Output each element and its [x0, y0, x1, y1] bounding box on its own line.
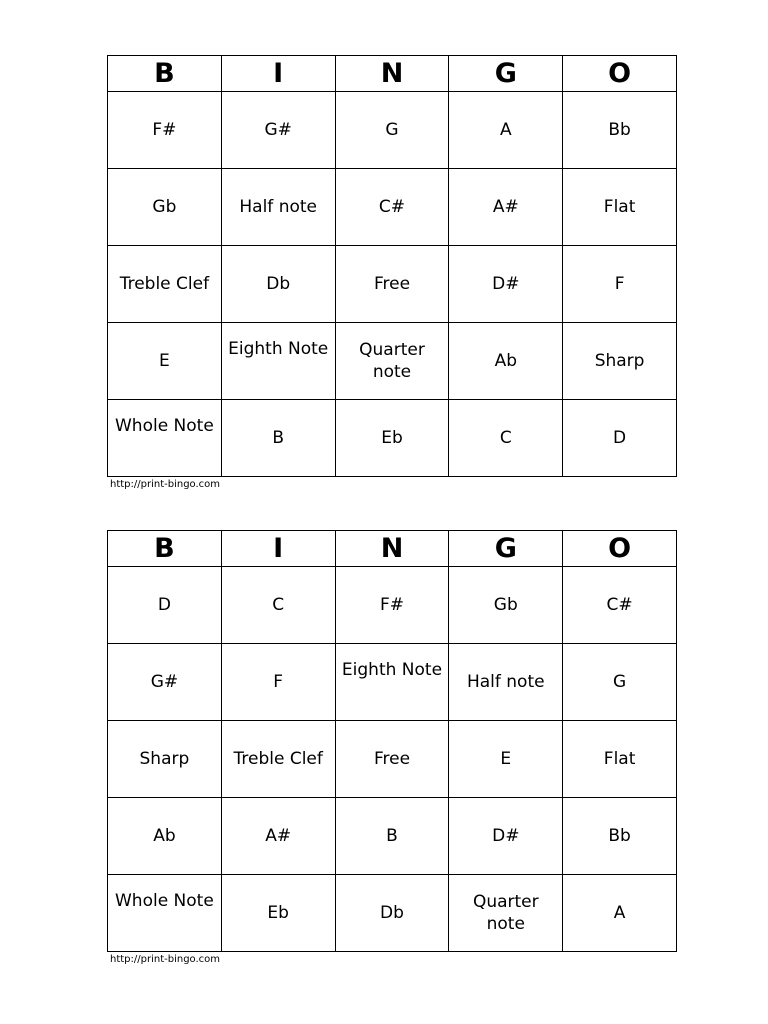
bingo-cell: Eb: [221, 875, 335, 952]
bingo-cell: Ab: [108, 798, 222, 875]
bingo-cell: Db: [335, 875, 449, 952]
bingo-cell: D: [108, 567, 222, 644]
bingo-grid: [107, 530, 677, 952]
bingo-cell: Whole Note: [108, 875, 222, 952]
footer-url: http://print-bingo.com: [110, 954, 221, 965]
bingo-cell: Whole Note: [108, 400, 222, 477]
column-header: B: [108, 531, 222, 567]
bingo-cell: Flat: [563, 721, 677, 798]
table-row: [108, 246, 677, 323]
bingo-cell: Treble Clef: [221, 721, 335, 798]
bingo-cell: Db: [221, 246, 335, 323]
bingo-grid: [107, 55, 677, 477]
table-row: [108, 400, 677, 477]
bingo-cell: F#: [108, 92, 222, 169]
bingo-cell: Flat: [563, 169, 677, 246]
bingo-cell: F#: [335, 567, 449, 644]
footer-url: http://print-bingo.com: [110, 479, 221, 490]
table-row: [108, 721, 677, 798]
bingo-cell: Eb: [335, 400, 449, 477]
bingo-cell: Gb: [449, 567, 563, 644]
bingo-cell: C: [221, 567, 335, 644]
bingo-cell: G: [335, 92, 449, 169]
bingo-cell: Half note: [221, 169, 335, 246]
bingo-cell: G#: [108, 644, 222, 721]
bingo-cell: F: [221, 644, 335, 721]
bingo-cell: Gb: [108, 169, 222, 246]
bingo-cell: B: [221, 400, 335, 477]
table-row: [108, 798, 677, 875]
column-header: N: [335, 56, 449, 92]
bingo-cell: D#: [449, 246, 563, 323]
bingo-cell: G#: [221, 92, 335, 169]
bingo-cell: Quarter note: [449, 875, 563, 952]
table-row: [108, 644, 677, 721]
bingo-cell: G: [563, 644, 677, 721]
bingo-cell: E: [449, 721, 563, 798]
bingo-card-2: [107, 530, 677, 965]
column-header: G: [449, 56, 563, 92]
bingo-cell: C: [449, 400, 563, 477]
table-row: [108, 169, 677, 246]
bingo-cell: Eighth Note: [221, 323, 335, 400]
bingo-cell: Sharp: [563, 323, 677, 400]
column-header: B: [108, 56, 222, 92]
bingo-cell: Half note: [449, 644, 563, 721]
bingo-cell: Quarter note: [335, 323, 449, 400]
column-header: O: [563, 531, 677, 567]
column-header: I: [221, 56, 335, 92]
bingo-cell: A: [449, 92, 563, 169]
bingo-cell: E: [108, 323, 222, 400]
bingo-cell: Bb: [563, 798, 677, 875]
bingo-card-1: [107, 55, 677, 490]
bingo-cell: Ab: [449, 323, 563, 400]
table-row: [108, 875, 677, 952]
bingo-cell: C#: [335, 169, 449, 246]
bingo-cell-free: Free: [335, 721, 449, 798]
bingo-cell: B: [335, 798, 449, 875]
column-header: O: [563, 56, 677, 92]
column-header: G: [449, 531, 563, 567]
column-header: I: [221, 531, 335, 567]
table-row: [108, 323, 677, 400]
bingo-cell: A#: [221, 798, 335, 875]
bingo-cell: Treble Clef: [108, 246, 222, 323]
bingo-cell: A#: [449, 169, 563, 246]
bingo-cell: C#: [563, 567, 677, 644]
bingo-cell: D: [563, 400, 677, 477]
bingo-cell: Bb: [563, 92, 677, 169]
header-row: [108, 56, 677, 92]
table-row: [108, 567, 677, 644]
bingo-cell: Sharp: [108, 721, 222, 798]
header-row: [108, 531, 677, 567]
column-header: N: [335, 531, 449, 567]
bingo-cell: F: [563, 246, 677, 323]
bingo-cell: Eighth Note: [335, 644, 449, 721]
bingo-cell-free: Free: [335, 246, 449, 323]
table-row: [108, 92, 677, 169]
bingo-cell: A: [563, 875, 677, 952]
bingo-cell: D#: [449, 798, 563, 875]
